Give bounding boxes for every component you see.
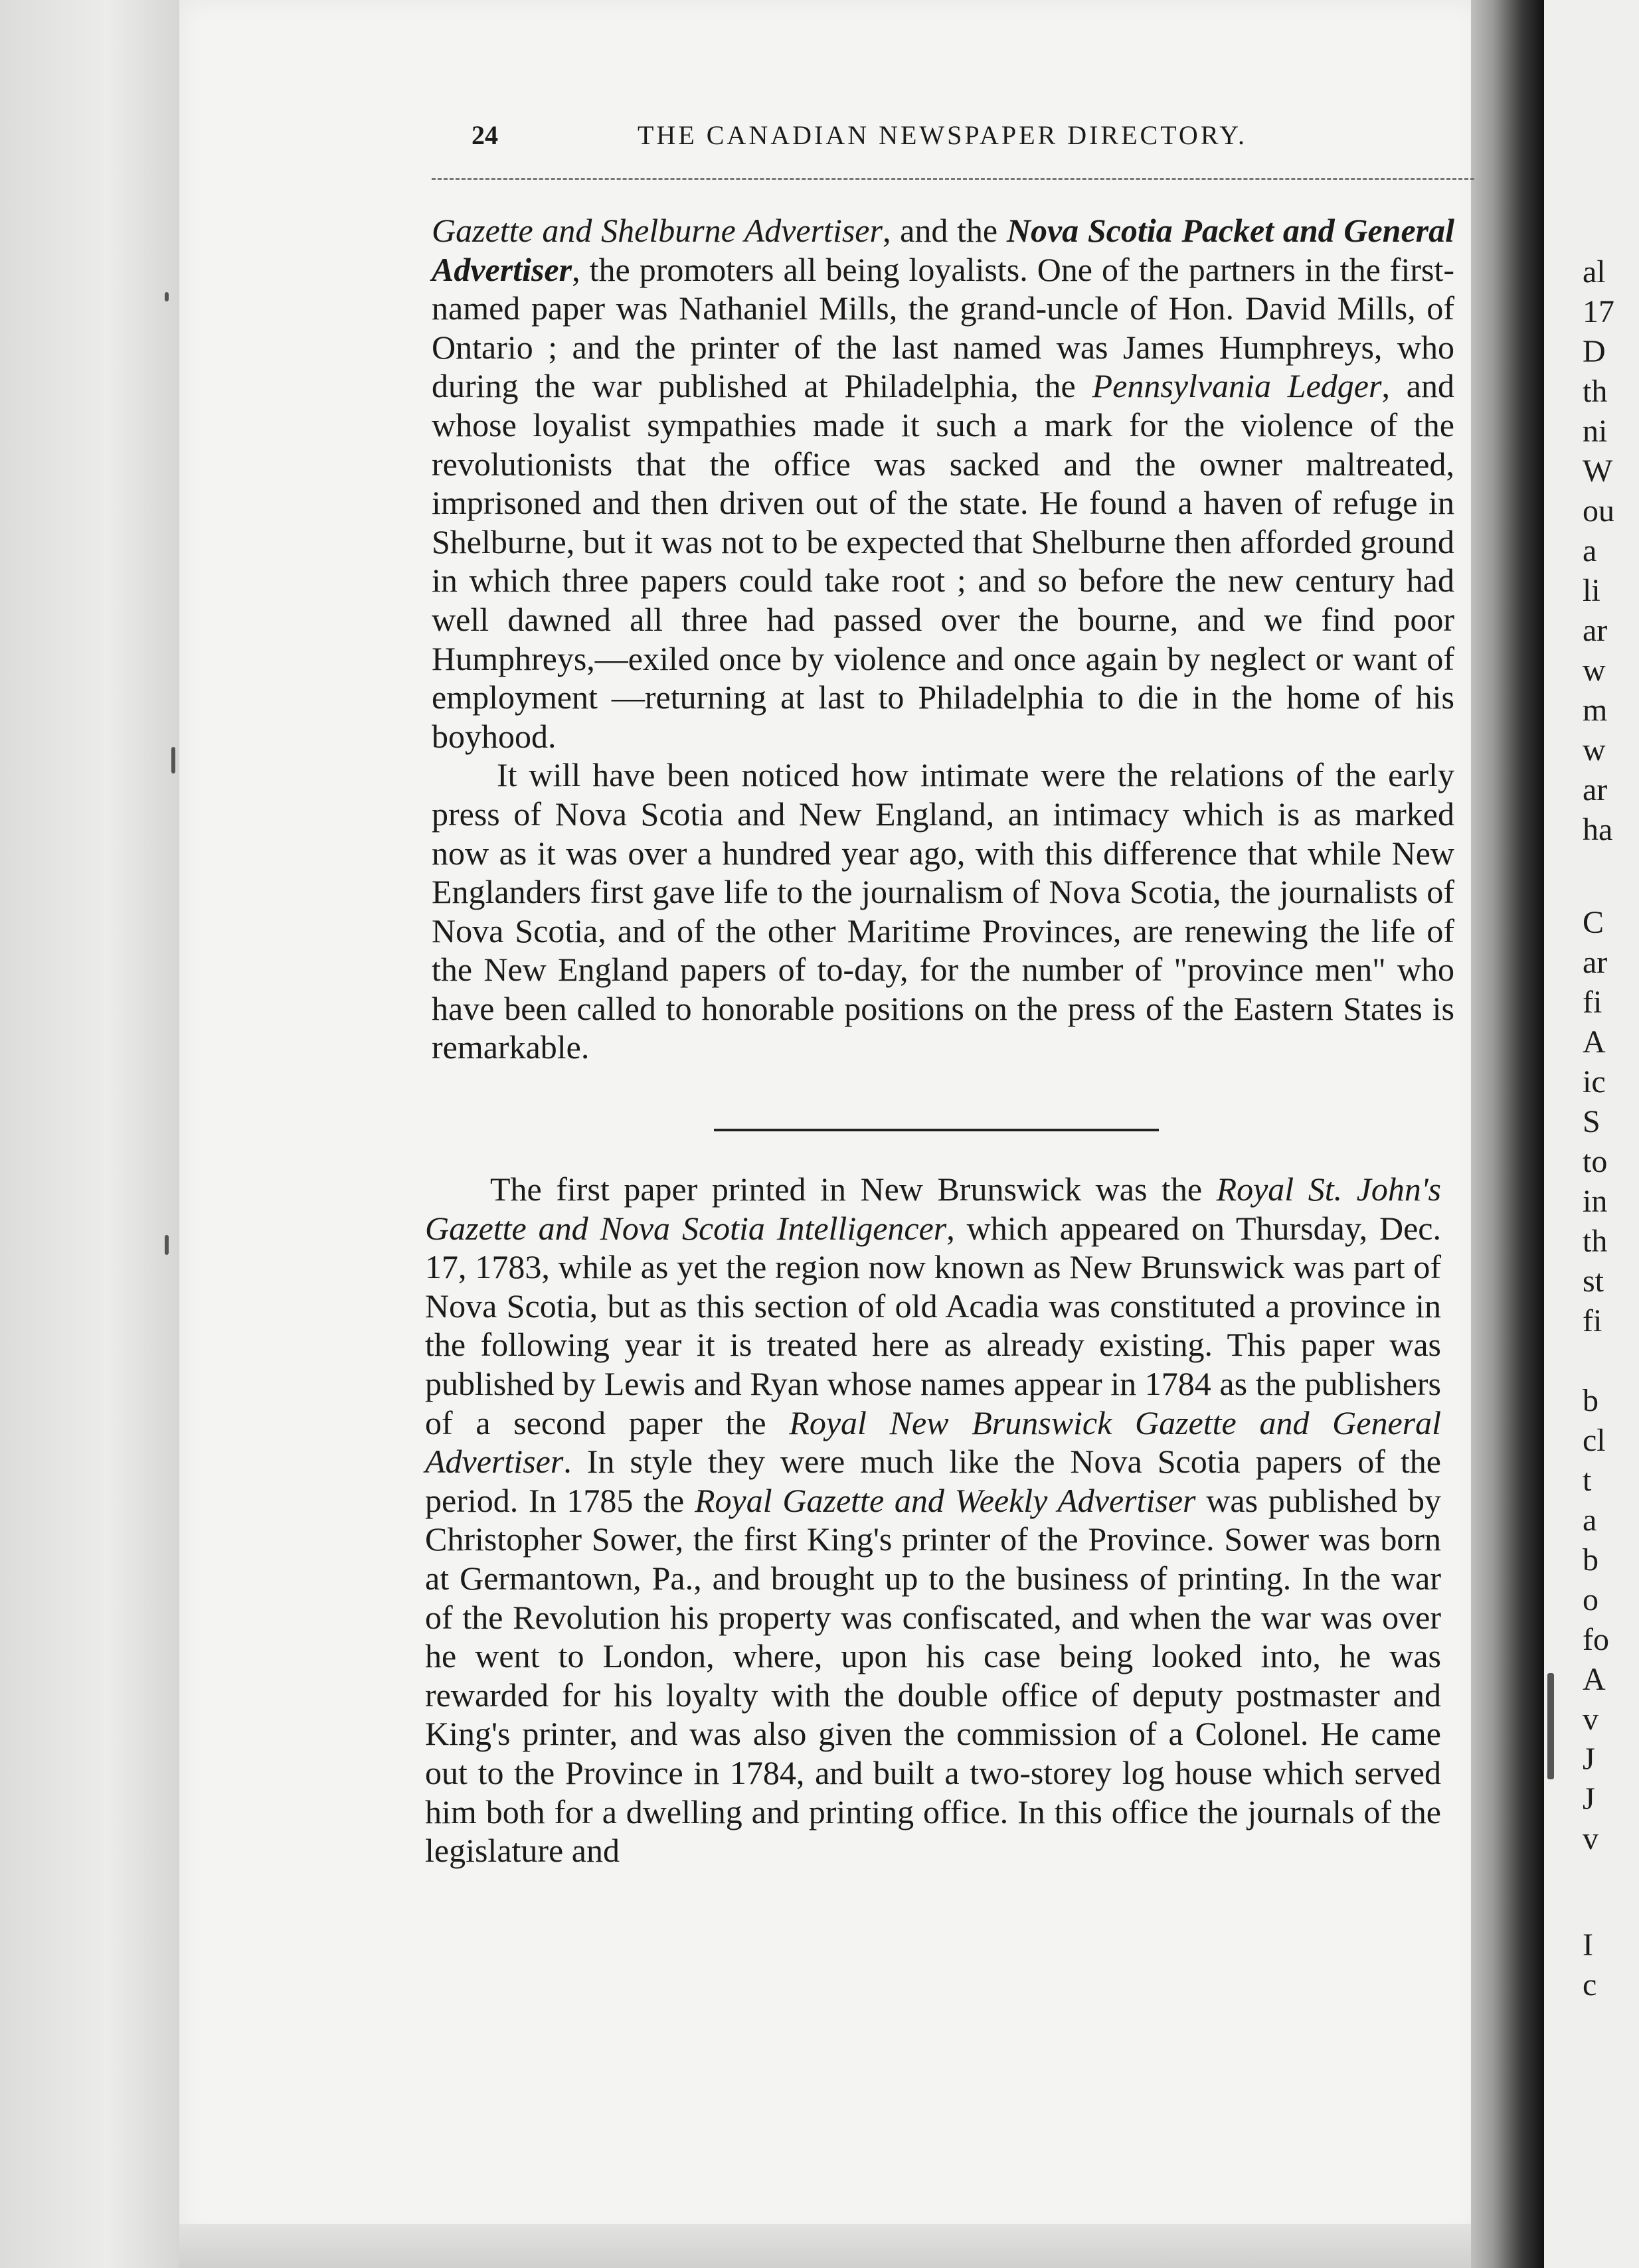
text-run: , the promoters all being loyalists. One of the partners in the first-named paper was Nathaniel Mills, the grand-uncle of Hon. David Mills, of Ontario ; and the printer of the last named was James Humphreys, who during the war published at Philadelphia, the xyxy=(432,250,1454,405)
facing-page-letter: ni xyxy=(1583,414,1608,449)
facing-page-letter: 17 xyxy=(1583,294,1614,329)
facing-page-letter: c xyxy=(1583,1967,1597,2002)
italic-title: Royal St. John's Gazette and Nova Scotia Intelligencer xyxy=(425,1171,1441,1247)
facing-page-letter: ar xyxy=(1583,772,1608,807)
facing-page-letter: o xyxy=(1583,1582,1598,1617)
facing-page-letter: v xyxy=(1583,1702,1598,1737)
text-run: , and the xyxy=(882,212,1007,249)
text-run: , and whose loyalist sympathies made it such a mark for the violence of the revolutionists that the office was sacked and the owner maltreated, imprisoned and then driven out of the state. He found a haven of refuge in Shelburne, but it was not to be expected that Shelburne then afforded ground in which three papers could take root ; and so before the new century had well dawned all three had passed over the bourne, and we find poor Humphreys,—exiled once by violence and once again by neglect or want of employment —returning at last to Philadelphia to die in the home of his boyhood. xyxy=(432,367,1454,755)
text-run: . In style they were much like the Nova Scotia papers of the period. In 1785 the xyxy=(425,1443,1441,1519)
margin-mark xyxy=(165,1235,169,1255)
facing-page-letter: J xyxy=(1583,1742,1595,1777)
facing-page-letter: v xyxy=(1583,1821,1598,1856)
italic-title: Royal Gazette and Weekly Advertiser xyxy=(695,1481,1196,1519)
facing-page-letter: in xyxy=(1583,1184,1608,1219)
facing-page-letter: th xyxy=(1583,1224,1608,1259)
paragraph xyxy=(425,1170,1441,1870)
facing-page-letter: C xyxy=(1583,905,1604,940)
facing-page-letter: S xyxy=(1583,1104,1600,1139)
facing-page-letter: ha xyxy=(1583,812,1613,847)
facing-page-letter: D xyxy=(1583,334,1606,369)
facing-page-letter: I xyxy=(1583,1927,1593,1963)
margin-mark xyxy=(1547,1673,1554,1779)
paragraph xyxy=(432,211,1454,756)
text-run: The first paper printed in New Brunswick was the xyxy=(490,1171,1217,1208)
facing-page-letter: a xyxy=(1583,1502,1597,1538)
gutter-shadow xyxy=(1471,0,1544,2268)
margin-mark xyxy=(171,747,175,773)
page-bottom-edge xyxy=(179,2224,1481,2268)
italic-title: Nova Scotia Packet and General Advertiser xyxy=(432,212,1455,288)
facing-page-letter: li xyxy=(1583,573,1600,608)
facing-page-letter: ar xyxy=(1583,945,1608,980)
left-binding-edge xyxy=(0,0,179,2268)
text-section-2 xyxy=(425,1170,1441,1870)
facing-page-letter: t xyxy=(1583,1463,1592,1498)
facing-page-letter: W xyxy=(1583,453,1613,489)
facing-page-letter: ar xyxy=(1583,613,1608,648)
text-section-1 xyxy=(432,211,1454,1067)
header-rule xyxy=(432,178,1474,180)
running-head-title: THE CANADIAN NEWSPAPER DIRECTORY. xyxy=(638,120,1248,150)
section-divider xyxy=(714,1129,1159,1131)
margin-mark xyxy=(165,292,169,301)
text-run: was published by Christopher Sower, the first King's printer of the Province. Sower was born at Germantown, Pa., and brought up to the business of printing. In the war of the Revolution his property was confiscated, and when the war was over he went to London, where, upon his case being looked into, he was rewarded for his loyalty with the double office of deputy postmaster and King's printer, and was also given the commission of a Colonel. He came out to the Province in 1784, and built a two-storey log house which served him both for a dwelling and printing office. In this office the journals of the legislature and xyxy=(425,1481,1441,1870)
facing-page-letter: st xyxy=(1583,1263,1604,1299)
italic-title: Gazette and Shelburne Advertiser xyxy=(432,212,883,249)
facing-page-letter: a xyxy=(1583,533,1597,568)
facing-page-letter: w xyxy=(1583,732,1606,768)
italic-title: Royal New Brunswick Gazette and General Advertiser xyxy=(425,1404,1441,1481)
text-run: , which appeared on Thursday, Dec. 17, 1783, while as yet the region now known as New Brunswick was part of Nova Scotia, but as this section of old Acadia was constituted a province in the following year it is treated here as already existing. This paper was published by Lewis and Ryan whose names appear in 1784 as the publishers of a second paper the xyxy=(425,1209,1441,1441)
facing-page-letter: ou xyxy=(1583,493,1614,528)
facing-page-fragment xyxy=(1544,0,1639,2268)
facing-page-letter: ic xyxy=(1583,1064,1606,1099)
facing-page-letter: fi xyxy=(1583,985,1602,1020)
facing-page-letter: th xyxy=(1583,374,1608,409)
facing-page-letter: al xyxy=(1583,254,1606,289)
facing-page-letter: J xyxy=(1583,1781,1595,1817)
facing-page-letter: to xyxy=(1583,1144,1608,1179)
facing-page-letter: m xyxy=(1583,692,1608,728)
italic-title: Pennsylvania Ledger xyxy=(1092,367,1382,405)
facing-page-letter: A xyxy=(1583,1024,1606,1060)
facing-page-letter: cl xyxy=(1583,1423,1606,1458)
facing-page-letter: b xyxy=(1583,1542,1598,1578)
page-number: 24 xyxy=(472,120,498,150)
facing-page-letter: A xyxy=(1583,1662,1606,1697)
facing-page-letter: b xyxy=(1583,1383,1598,1418)
facing-page-letter: fo xyxy=(1583,1622,1609,1657)
paragraph: It will have been noticed how intimate were the relations of the early press of Nova Scotia and New England, an intimacy which is as marked now as it was over a hundred year ago, with this difference that while New Englanders first gave life to the journalism of Nova Scotia, the journalists of Nova Scotia, and of the other Maritime Provinces, are renewing the life of the New England papers of to-day, for the number of "province men" who have been called to honorable positions on the press of the Eastern States is remarkable. xyxy=(432,756,1454,1066)
facing-page-letter: w xyxy=(1583,653,1606,688)
facing-page-letter: fi xyxy=(1583,1303,1602,1338)
